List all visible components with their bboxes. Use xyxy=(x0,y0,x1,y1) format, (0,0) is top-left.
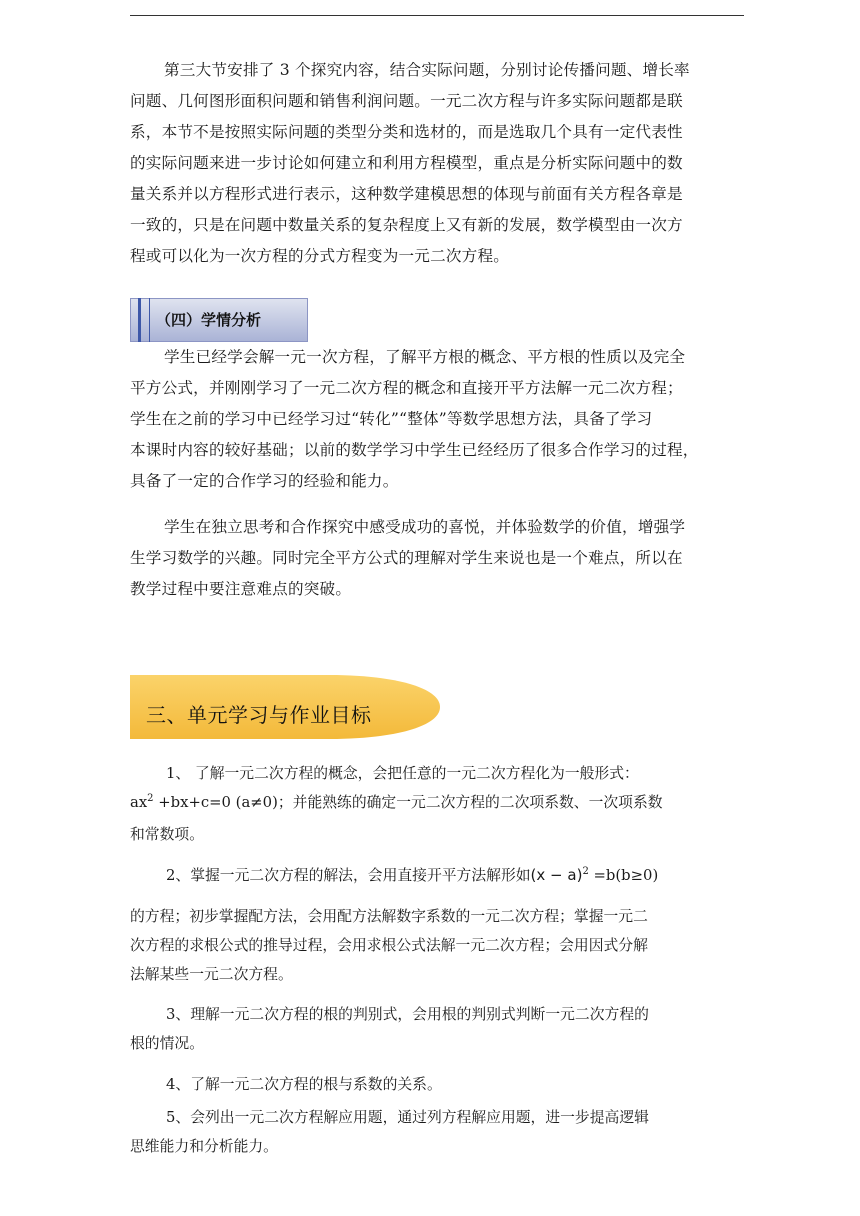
goal-1-line-1: 1、 了解一元二次方程的概念，会把任意的一元二次方程化为一般形式： xyxy=(166,765,639,782)
text-line: 平方公式，并刚刚学习了一元二次方程的概念和直接开平方法解一元二次方程； xyxy=(130,379,683,397)
goal-1-line-3: 和常数项。 xyxy=(130,826,204,843)
text-line: 学生在之前的学习中已经学习过“转化”“整体”等数学思想方法，具备了学习 xyxy=(130,410,653,428)
goal-5-line-2: 思维能力和分析能力。 xyxy=(130,1138,278,1155)
text-line: 程或可以化为一次方程的分式方程变为一元二次方程。 xyxy=(130,247,510,265)
goal-2-line-4: 法解某些一元二次方程。 xyxy=(130,966,293,983)
header-rule xyxy=(130,15,744,16)
heading-unit-goals xyxy=(130,669,442,741)
analysis-paragraph-1 xyxy=(130,342,730,497)
goal-1-line-2: $ax^2 +bx+c=0$ (a≠0)；并能熟练的确定一元二次方程的二次项系数、一次项系数 xyxy=(130,793,663,811)
text-line: 教学过程中要注意难点的突破。 xyxy=(130,580,352,598)
text-line: 问题、几何图形面积问题和销售利润问题。一元二次方程与许多实际问题都是联 xyxy=(130,92,683,110)
text-line: 本课时内容的较好基础；以前的数学学习中学生已经经历了很多合作学习的过程， xyxy=(130,441,699,459)
text-line: 学生已经学会解一元一次方程，了解平方根的概念、平方根的性质以及完全 xyxy=(164,348,686,366)
text-line: 第三大节安排了 3 个探究内容，结合实际问题，分别讨论传播问题、增长率 xyxy=(164,61,690,79)
analysis-paragraph-2 xyxy=(130,512,730,605)
text-line: 学生在独立思考和合作探究中感受成功的喜悦，并体验数学的价值，增强学 xyxy=(164,518,686,536)
goal-2-line-1: 2、掌握一元二次方程的解法，会用直接开平方法解形如$(x - a)^2 =b(b\ge 0)$ xyxy=(166,866,659,884)
text-line: 系，本节不是按照实际问题的类型分类和选材的，而是选取几个具有一定代表性 xyxy=(130,123,683,141)
goal-3-line-1: 3、理解一元二次方程的根的判别式，会用根的判别式判断一元二次方程的 xyxy=(166,1006,649,1023)
goal-5-line-1: 5、会列出一元二次方程解应用题，通过列方程解应用题，进一步提高逻辑 xyxy=(166,1109,649,1126)
text-line: 的实际问题来进一步讨论如何建立和利用方程模型，重点是分析实际问题中的数 xyxy=(130,154,683,172)
section-intro-paragraph xyxy=(130,55,730,272)
heading-label: （四）学情分析 xyxy=(156,311,262,329)
heading-label: 三、单元学习与作业目标 xyxy=(146,703,372,727)
goal-2-line-3: 次方程的求根公式的推导过程，会用求根公式法解一元二次方程；会用因式分解 xyxy=(130,937,648,954)
heading-student-analysis xyxy=(130,298,308,342)
goal-2-line-2: 的方程；初步掌握配方法，会用配方法解数字系数的一元二次方程；掌握一元二 xyxy=(130,908,648,925)
goal-3-line-2: 根的情况。 xyxy=(130,1035,204,1052)
heading-accent-bar xyxy=(138,298,141,342)
text-line: 生学习数学的兴趣。同时完全平方公式的理解对学生来说也是一个难点，所以在 xyxy=(130,549,683,567)
goal-4: 4、了解一元二次方程的根与系数的关系。 xyxy=(166,1076,442,1093)
text-line: 具备了一定的合作学习的经验和能力。 xyxy=(130,472,399,490)
text-line: 一致的，只是在问题中数量关系的复杂程度上又有新的发展，数学模型由一次方 xyxy=(130,216,683,234)
heading-accent-line xyxy=(149,298,150,342)
text-line: 量关系并以方程形式进行表示，这种数学建模思想的体现与前面有关方程各章是 xyxy=(130,185,683,203)
